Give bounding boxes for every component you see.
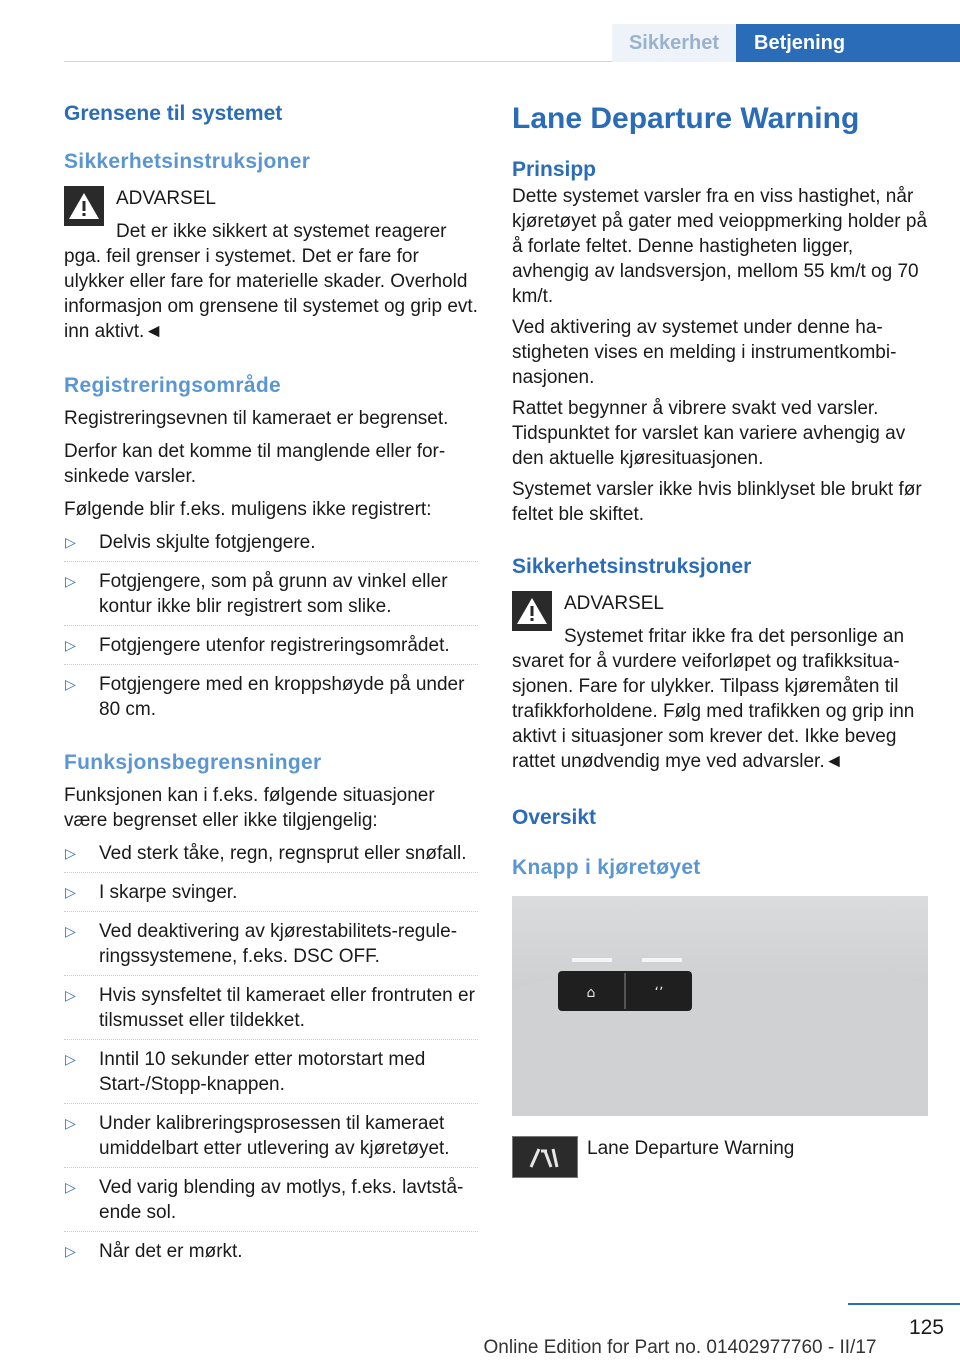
list-item: ▷ Under kalibreringsprosessen til kameraet umiddelbart etter utlevering av kjøretøyet. [64,1111,478,1168]
icon-caption: Lane Departure Warning [587,1138,795,1159]
footer-rule [848,1303,960,1305]
paragraph: Følgende blir f.eks. muligens ikke registrert: [64,499,432,520]
bullet-triangle-icon: ▷ [65,1051,76,1067]
list-item: ▷ Inntil 10 sekunder etter motorstart med Start-/Stopp-knappen. [64,1047,478,1104]
list-item: ▷ Ved deaktivering av kjørestabilitets-reguleringssystemene, f.eks. DSC OFF. [64,919,478,976]
heading-safety-instructions: Sikkerhetsinstruksjoner [64,150,311,173]
bullet-triangle-icon: ▷ [65,1179,76,1195]
bullet-triangle-icon: ▷ [65,676,76,692]
list-item: ▷ Delvis skjulte fotgjengere. [64,530,478,562]
paragraph: Funksjonen kan i f.eks. følgende situasjoner være begrenset eller ikke tilgjengelig: [64,785,435,831]
list-not-detected [64,530,478,728]
paragraph: Registreringsevnen til kameraet er begrenset. [64,408,449,429]
list-limitations [64,841,478,1270]
tab-betjening[interactable]: Betjening [736,24,960,62]
warning-triangle-icon [64,186,104,226]
warning-text: svaret for å vurdere veiforløpet og trafikksituasjonen. Fare for ulykker. Tilpass kjøremåten til trafikkforholdene. Følg med trafikken og grip inn aktivt i situasjoner som krever det. Ikke beveg rattet unødvendig mye ved advarsler.◄ [512,651,915,772]
console-buttons-illustration [512,896,928,1116]
list-item: ▷ Fotgjengere utenfor registreringsområdet. [64,633,478,665]
heading-system-limits: Grensene til systemet [64,102,283,125]
lane-departure-icon [512,1136,578,1178]
edition-note: Online Edition for Part no. 01402977760 - II/17 [483,1337,877,1358]
warning-block [64,186,478,244]
bullet-triangle-icon: ▷ [65,1115,76,1131]
list-item: ▷ Fotgjengere med en kroppshøyde på under 80 cm. [65,674,465,720]
warning-label: ADVARSEL [116,188,216,209]
heading-principle: Prinsipp [512,158,597,181]
list-item: ▷ Hvis synsfeltet til kameraet eller frontruten er tilsmusset eller tildekket. [64,983,478,1040]
bullet-triangle-icon: ▷ [65,845,76,861]
paragraph: Derfor kan det komme til manglende eller forsinkede varsler. [64,441,446,487]
paragraph: Rattet begynner å vibrere svakt ved varsler. Tidspunktet for varslet kan variere avhengig av den aktuelle kjøresituasjonen. [512,398,906,469]
warning-triangle-icon [512,591,552,631]
heading-detection-area: Registreringsområde [64,374,281,397]
bullet-triangle-icon: ▷ [65,637,76,653]
tab-sikkerhet[interactable]: Sikkerhet [612,24,736,62]
page-title: Lane Departure Warning [512,102,860,135]
warning-text-first: Det er ikke sikkert at systemet reagerer [116,221,447,242]
paragraph: Ved aktivering av systemet under denne hastigheten vises en melding i instrumentkombinasjonen. [512,317,897,388]
list-item: ▷ Når det er mørkt. [65,1241,243,1262]
heading-function-limits: Funksjonsbegrensninger [64,751,322,774]
bullet-triangle-icon: ▷ [65,534,76,550]
bullet-triangle-icon: ▷ [65,1243,76,1259]
bullet-triangle-icon: ▷ [65,987,76,1003]
bullet-triangle-icon: ▷ [65,923,76,939]
list-item: ▷ I skarpe svinger. [64,880,478,912]
heading-safety-instructions: Sikkerhetsinstruksjoner [512,555,752,578]
paragraph: Systemet varsler ikke hvis blinklyset ble brukt før feltet ble skiftet. [512,479,922,525]
list-item: ▷ Ved varig blending av motlys, f.eks. lavtstående sol. [64,1175,478,1232]
heading-button-in-vehicle: Knapp i kjøretøyet [512,856,701,879]
icon-legend-row [512,1136,928,1180]
right-column [512,100,928,1180]
warning-text: pga. feil grenser i systemet. Det er fare for ulykker eller fare for materielle skader. Overhold informasjon om grensene til systemet og grip evt. inn aktivt.◄ [64,246,478,342]
svg-text:ʻʼ: ʻʼ [654,985,664,1001]
bullet-triangle-icon: ▷ [65,573,76,589]
warning-text-first: Systemet fritar ikke fra det personlige an [564,626,905,647]
list-item: ▷ Ved sterk tåke, regn, regnsprut eller snøfall. [64,841,478,873]
vehicle-button-photo [512,896,928,1116]
bullet-triangle-icon: ▷ [65,884,76,900]
list-item: ▷ Fotgjengere, som på grunn av vinkel eller kontur ikke blir registrert som slike. [64,569,478,626]
paragraph: Dette systemet varsler fra en viss hastighet, når kjøretøyet på gater med veioppmerking holder på å forlate feltet. Denne hastigheten ligger, avhengig av landsversjon, mellom 55 km/t og 70 km/t. [512,186,928,307]
svg-text:⌂: ⌂ [586,985,596,1001]
page-number: 125 [908,1316,944,1339]
warning-label: ADVARSEL [564,593,664,614]
heading-overview: Oversikt [512,806,597,829]
left-column [64,100,478,1277]
warning-block [512,591,928,649]
